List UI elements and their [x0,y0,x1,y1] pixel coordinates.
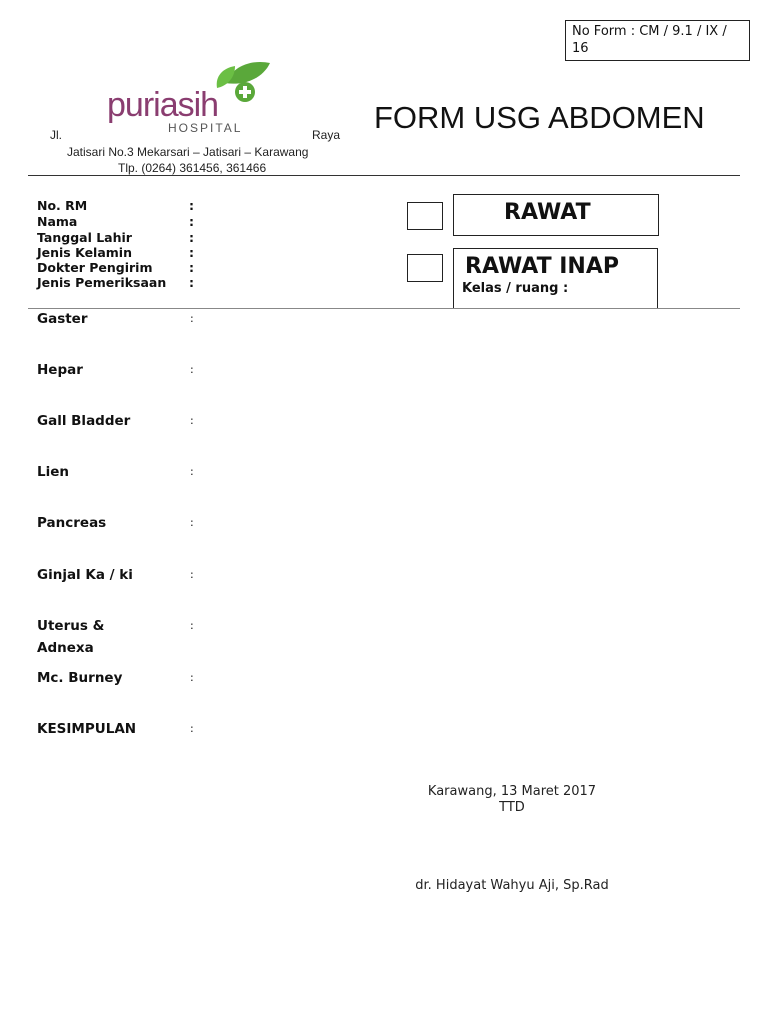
signature-ttd: TTD [499,800,525,815]
signature-place-date: Karawang, 13 Maret 2017 [427,784,597,799]
exam-colon: : [190,722,194,735]
header-divider [28,175,740,176]
address-prefix: Jl. [50,128,62,142]
field-label-nama: Nama [37,214,78,229]
rawat-label: RAWAT [504,200,591,225]
field-label-tanggal-lahir: Tanggal Lahir [37,230,132,245]
exam-colon: : [190,671,194,684]
rawat-box [453,194,659,236]
exam-colon: : [190,363,194,376]
field-colon: : [189,198,194,213]
field-label-no-rm: No. RM [37,198,88,213]
field-label-jenis-kelamin: Jenis Kelamin [37,245,132,260]
field-colon: : [189,260,194,275]
exam-label-gall-bladder: Gall Bladder [37,413,131,429]
exam-label-lien: Lien [37,464,69,480]
exam-colon: : [190,516,194,529]
exam-label-hepar: Hepar [37,362,83,378]
rawat-inap-label: RAWAT INAP [465,254,619,279]
exam-label-ginjal: Ginjal Ka / ki [37,567,133,583]
rawat-inap-checkbox[interactable] [407,254,443,282]
field-colon: : [189,230,194,245]
exam-colon: : [190,414,194,427]
kelas-ruang-label: Kelas / ruang : [462,281,569,296]
page-title: FORM USG ABDOMEN [374,100,705,135]
exam-colon: : [190,619,194,632]
exam-label-adnexa: Adnexa [37,640,94,656]
rawat-checkbox[interactable] [407,202,443,230]
exam-label-uterus: Uterus & [37,618,105,634]
phone-line: Tlp. (0264) 361456, 361466 [118,161,267,175]
form-number-box [565,20,750,61]
logo-wordmark: puriasih [107,86,219,124]
exam-label-pancreas: Pancreas [37,515,107,531]
field-label-jenis-pemeriksaan: Jenis Pemeriksaan [37,275,167,290]
exam-colon: : [190,568,194,581]
exam-label-mc-burney: Mc. Burney [37,670,123,686]
field-colon: : [189,214,194,229]
exam-colon: : [190,465,194,478]
address-line: Jatisari No.3 Mekarsari – Jatisari – Karawang [67,145,309,159]
exam-label-gaster: Gaster [37,311,88,327]
exam-label-kesimpulan: KESIMPULAN [37,721,137,737]
signature-doctor-name: dr. Hidayat Wahyu Aji, Sp.Rad [415,878,609,893]
section-divider [28,308,740,309]
field-label-dokter-pengirim: Dokter Pengirim [37,260,153,275]
field-colon: : [189,275,194,290]
rawat-inap-box [453,248,658,309]
address-suffix: Raya [312,128,341,142]
form-number-text: No Form : CM / 9.1 / IX / 16 [572,24,727,56]
exam-colon: : [190,312,194,325]
field-colon: : [189,245,194,260]
logo-subtitle: HOSPITAL [168,121,243,135]
